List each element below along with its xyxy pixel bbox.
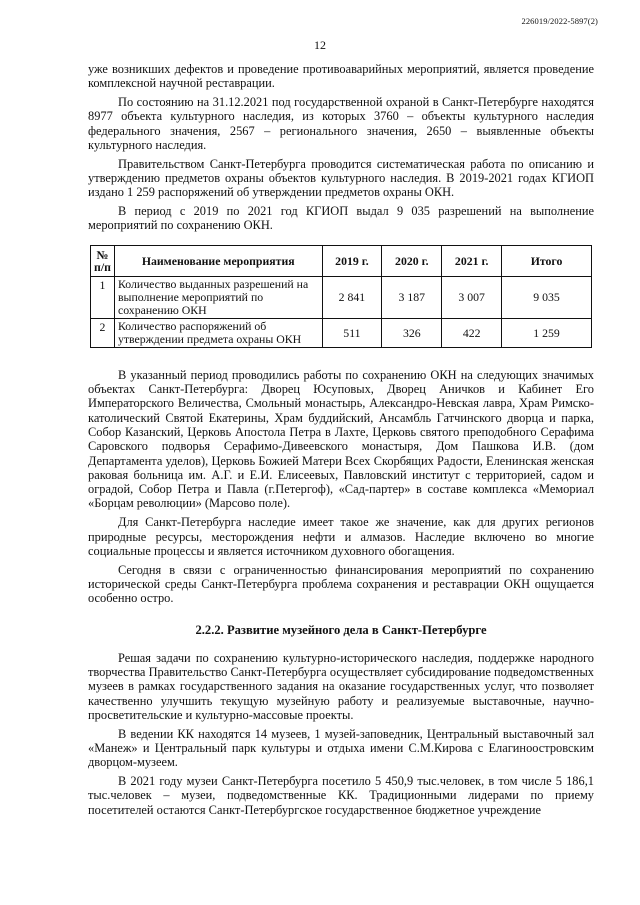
paragraph: Сегодня в связи с ограниченностью финансирования мероприятий по сохранению исторической среды Санкт-Петербурга проблема сохранения и реставрации ОКН ощущается особенно остро.	[88, 562, 594, 606]
paragraph: В указанный период проводились работы по сохранению ОКН на следующих значимых объектах Санкт-Петербурга: Дворец Юсуповых, Дворец Аничков и Кабинет Его Императорского Величества, Смольный монастырь, Александро-Невская лавра, Храм Римско-католический Святой Екатерины, Храм буддийский, Ансамбль Гатчинского дворца и парка, Собор Казанский, Церковь Апостола Петра в Лахте, Церковь святого преподобного Серафима Саровского подворья Серафимо-Дивеевского монастыря, Дом Пашкова И.В. (дом Департамента уделов), Церковь Божией Матери Всех Скорбящих Радости, Еленинская женская раковая больница им. А.Г. и Е.И. Елисеевых, Павловский институт с территорией, садом и оградой, Собор Петра и Павла (г.Петергоф), «Сад-партер» в составе комплекса «Мемориал «Борцам революции» (Марсово поле).	[88, 367, 594, 511]
table-cell: 422	[442, 318, 502, 347]
table-cell: 2	[91, 318, 115, 347]
paragraph: В ведении КК находятся 14 музеев, 1 музей-заповедник, Центральный выставочный зал «Манеж» и Центральный парк культуры и отдыха имени С.М.Кирова с Елагиноостровским дворцом-музеем.	[88, 726, 594, 770]
table-header-cell: 2021 г.	[442, 245, 502, 276]
table-cell: 511	[322, 318, 382, 347]
paragraph: Правительством Санкт-Петербурга проводится систематическая работа по описанию и утверждению предметов охраны объектов культурного наследия. В 2019-2021 годах КГИОП издано 1 259 распоряжений об утверждении предметов охраны ОКН.	[88, 156, 594, 200]
paragraph: Для Санкт-Петербурга наследие имеет такое же значение, как для других регионов природные ресурсы, месторождения нефти и алмазов. Наследие включено во многие социальные процессы и является источником духовного обогащения.	[88, 515, 594, 558]
table-cell: 2 841	[322, 276, 382, 318]
table-row	[91, 318, 592, 347]
permits-table	[90, 245, 592, 348]
document-body	[88, 62, 594, 822]
table-cell: Количество выданных разрешений на выполнение мероприятий по сохранению ОКН	[114, 276, 322, 318]
paragraph: По состоянию на 31.12.2021 под государственной охраной в Санкт-Петербурге находятся 8977 объекта культурного наследия, из которых 3760 – объекты культурного наследия федерального значения, 2567 – регионального значения, 2650 – выявленные объекты культурного наследия.	[88, 95, 594, 152]
paragraph: уже возникших дефектов и проведение противоаварийных мероприятий, является проведение комплексной научной реставрации.	[88, 62, 594, 91]
section-heading: 2.2.2. Развитие музейного дела в Санкт-Петербурге	[195, 622, 487, 637]
table-header-row	[91, 245, 592, 276]
table-cell: 1	[91, 276, 115, 318]
table-header-cell: Итого	[502, 245, 592, 276]
table-row	[91, 276, 592, 318]
page-number: 12	[314, 38, 326, 52]
table-header-cell: 2019 г.	[322, 245, 382, 276]
paragraph: В 2021 году музеи Санкт-Петербурга посетило 5 450,9 тыс.человек, в том числе 5 186,1 тыс.человек – музеи, подведомственные КК. Традиционными лидерами по приему посетителей остаются Санкт-Петербургское государственное бюджетное учреждение	[88, 774, 594, 817]
paragraph: В период с 2019 по 2021 год КГИОП выдал 9 035 разрешений на выполнение мероприятий по сохранению ОКН.	[88, 204, 594, 233]
table-cell: 326	[382, 318, 442, 347]
paragraph: Решая задачи по сохранению культурно-исторического наследия, поддержке народного творчества Правительство Санкт-Петербурга осуществляет субсидирование подведомственных музеев в рамках государственного задания на оказание государственных услуг, что позволяет качественно улучшить текущую музейную работу и реализуемые выставочные, научно-просветительские и культурно-массовые проекты.	[88, 650, 594, 722]
table-cell: Количество распоряжений об утверждении предмета охраны ОКН	[114, 318, 322, 347]
table-header-cell: Наименование мероприятия	[114, 245, 322, 276]
table-cell: 3 187	[382, 276, 442, 318]
table-header-cell: № п/п	[91, 245, 115, 276]
table-cell: 3 007	[442, 276, 502, 318]
table-cell: 9 035	[502, 276, 592, 318]
table-header-cell: 2020 г.	[382, 245, 442, 276]
document-number: 226019/2022-5897(2)	[521, 16, 598, 26]
table-cell: 1 259	[502, 318, 592, 347]
